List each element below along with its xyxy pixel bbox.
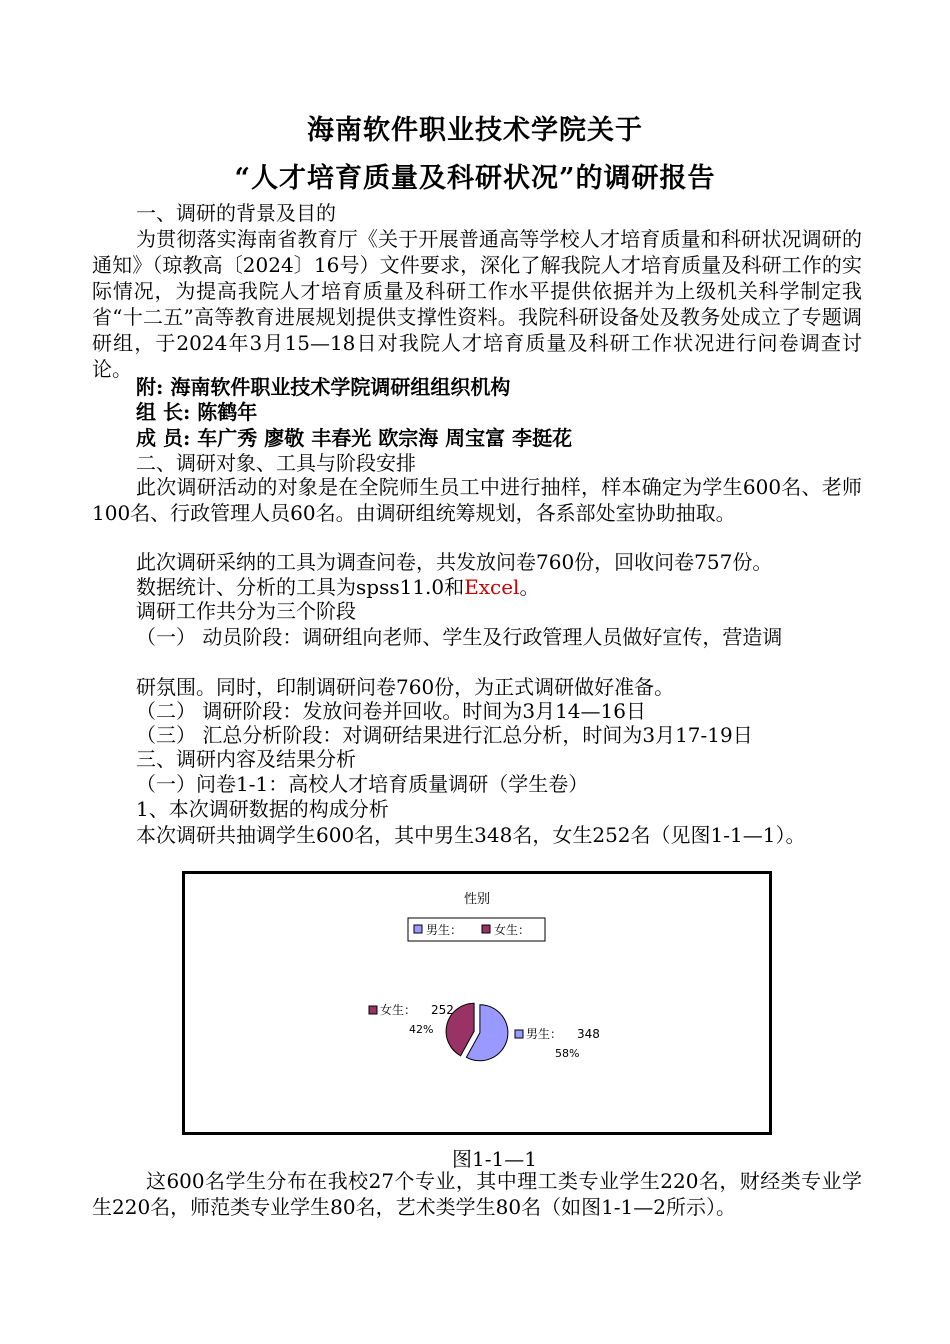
group-leader-line: 组 长: 陈鹤年 xyxy=(136,400,258,424)
document-title-line2: “人才培育质量及科研状况”的调研报告 xyxy=(234,163,716,194)
section2-heading: 二、调研对象、工具与阶段安排 xyxy=(136,451,416,475)
document-title-line1: 海南软件职业技术学院关于 xyxy=(307,115,643,146)
pie-value-label: 348 xyxy=(577,1027,600,1041)
section3-subheading: （一）问卷1-1：高校人才培育质量调研（学生卷） xyxy=(136,772,589,796)
legend-label: 女生： xyxy=(494,923,531,937)
pie-chart-svg xyxy=(185,874,769,1132)
stage1-line: （一） 动员阶段：调研组向老师、学生及行政管理人员做好宣传，营造调 xyxy=(136,625,783,649)
pie-category-label: 女生： xyxy=(380,1003,417,1017)
section3-item1: 1、本次调研数据的构成分析 xyxy=(136,797,389,821)
section1-heading: 一、调研的背景及目的 xyxy=(136,201,336,225)
gender-pie-chart xyxy=(182,871,772,1135)
section2-paragraph-analysis: 数据统计、分析的工具为spss11.0和Excel。 xyxy=(136,575,540,599)
section1-paragraph: 为贯彻落实海南省教育厅《关于开展普通高等学校人才培育质量和科研状况调研的通知》（琼教高〔2024〕16号）文件要求，深化了解我院人才培育质量及科研工作的实际情况，为提高我院人才培育质量及科研工作水平提供依据并为上级机关科学制定我省“十二五”高等教育进展规划提供支撑性资料。我院科研设备处及教务处成立了专题调研组，于2024年3月15—18日对我院人才培育质量及科研工作状况进行问卷调查讨论。 xyxy=(92,227,862,381)
pie-value-label: 252 xyxy=(431,1003,454,1017)
legend-swatch xyxy=(482,925,490,933)
legend-label: 男生： xyxy=(426,923,463,937)
pie-category-label: 男生： xyxy=(526,1027,563,1041)
appendix-line: 附: 海南软件职业技术学院调研组组织机构 xyxy=(136,375,511,399)
section2-paragraph-tools: 此次调研采纳的工具为调查问卷，共发放问卷760份，回收问卷757份。 xyxy=(136,550,773,574)
pie-percent-label: 58% xyxy=(555,1047,580,1060)
stage1-continuation: 研氛围。同时，印制调研问卷760份，为正式调研做好准备。 xyxy=(136,675,675,699)
stages-intro: 调研工作共分为三个阶段 xyxy=(136,599,356,623)
stage3-line: （三） 汇总分析阶段：对调研结果进行汇总分析，时间为3月17-19日 xyxy=(136,723,753,747)
section2-paragraph-sample: 此次调研活动的对象是在全院师生员工中进行抽样，样本确定为学生600名、老师100名、行政管理人员60名。由调研组统筹规划，各系部处室协助抽取。 xyxy=(92,475,862,525)
stage2-line: （二） 调研阶段：发放问卷并回收。时间为3月14—16日 xyxy=(136,699,646,723)
group-members-line: 成 员: 车广秀 廖敬 丰春光 欧宗海 周宝富 李挺花 xyxy=(136,426,573,450)
section3-heading: 三、调研内容及结果分析 xyxy=(136,747,356,771)
pie-percent-label: 42% xyxy=(409,1023,434,1036)
pie-label-swatch xyxy=(369,1006,377,1014)
section3-paragraph1: 本次调研共抽调学生600名，其中男生348名，女生252名（见图1-1—1）。 xyxy=(136,823,806,847)
pie-label-swatch xyxy=(515,1030,523,1038)
figure-caption: 图1-1—1 xyxy=(452,1147,537,1171)
chart-title: 性别 xyxy=(463,892,491,907)
excel-text: Excel xyxy=(464,575,520,599)
section3-paragraph2: 这600名学生分布在我校27个专业，其中理工类专业学生220名，财经类专业学生220名，师范类专业学生80名，艺术类学生80名（如图1-1—2所示）。 xyxy=(92,1169,862,1219)
legend-swatch xyxy=(414,925,422,933)
